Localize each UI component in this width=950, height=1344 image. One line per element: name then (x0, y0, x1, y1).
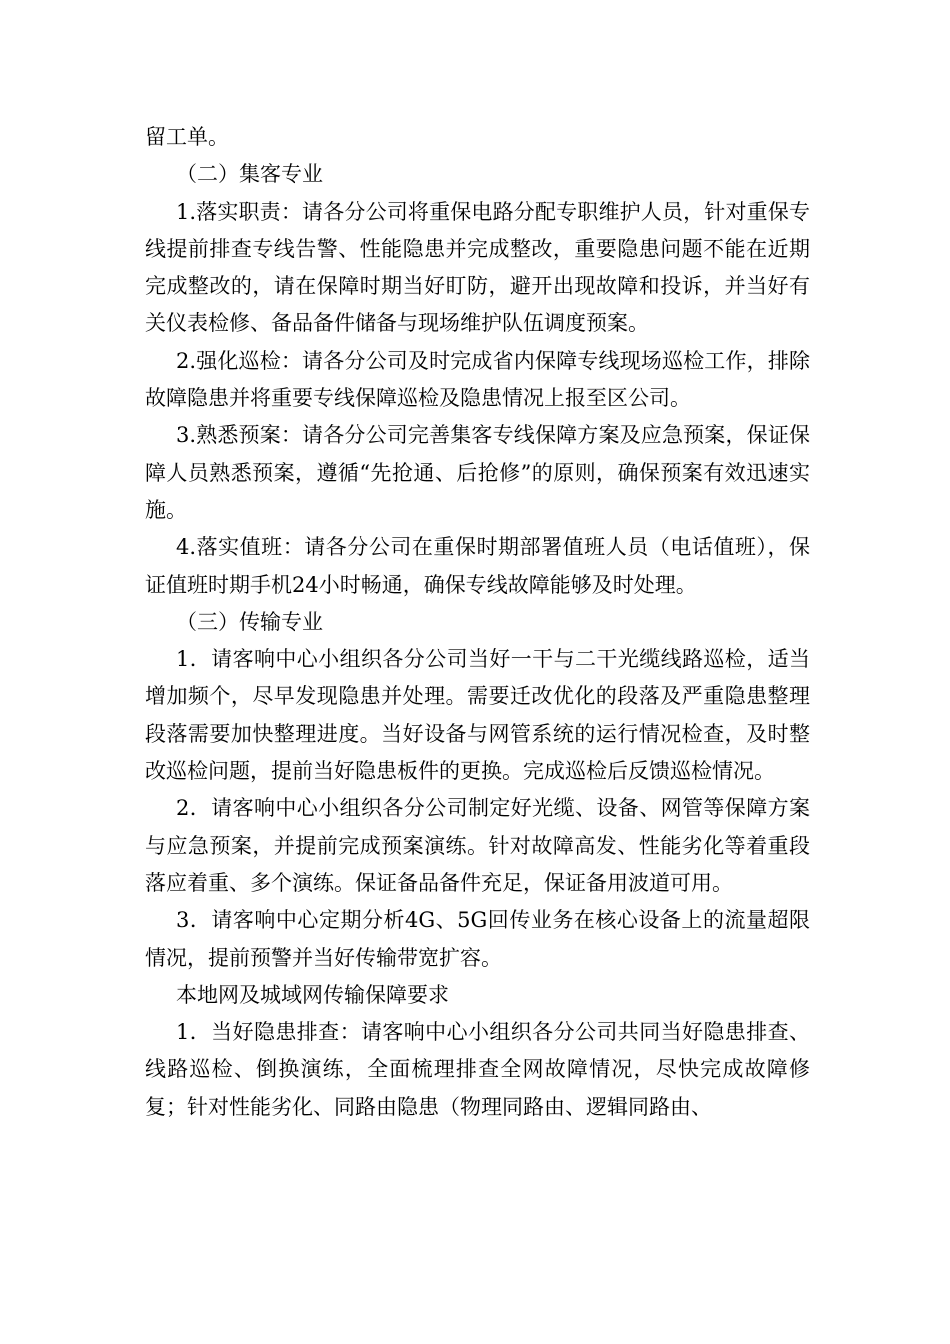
paragraph-jike-1: 1.落实职责：请各分公司将重保电路分配专职维护人员，针对重保专线提前排查专线告警、性能隐患并完成整改，重要隐患问题不能在近期完成整改的，请在保障时期当好盯防，避开出现故障和投诉，并当好有关仪表检修、备品备件储备与现场维护队伍调度预案。 (145, 199, 810, 336)
paragraph-transmission-1: 1．请客响中心小组织各分公司当好一干与二干光缆线路巡检，适当增加频个，尽早发现隐患并处理。需要迁改优化的段落及严重隐患整理段落需要加快整理进度。当好设备与网管系统的运行情况检查，及时整改巡检问题，提前当好隐患板件的更换。完成巡检后反馈巡检情况。 (145, 647, 810, 784)
section-heading-local-network: 本地网及城域网传输保障要求 (176, 982, 449, 1007)
paragraph-jike-3: 3.熟悉预案：请各分公司完善集客专线保障方案及应急预案，保证保障人员熟悉预案，遵循“先抢通、后抢修”的原则，确保预案有效迅速实施。 (145, 423, 810, 522)
paragraph-jike-4: 4.落实值班：请各分公司在重保时期部署值班人员（电话值班），保证值班时期手机24小时畅通，确保专线故障能够及时处理。 (145, 535, 810, 597)
paragraph-transmission-3: 3．请客响中心定期分析4G、5G回传业务在核心设备上的流量超限情况，提前预警并当好传输带宽扩容。 (145, 908, 810, 970)
paragraph-jike-2: 2.强化巡检：请各分公司及时完成省内保障专线现场巡检工作，排除故障隐患并将重要专线保障巡检及隐患情况上报至区公司。 (145, 348, 810, 411)
section-heading-jike: （二）集客专业 (176, 162, 323, 187)
section-heading-transmission: （三）传输专业 (176, 609, 323, 634)
paragraph-continuation: 留工单。 (145, 125, 229, 149)
paragraph-transmission-2: 2．请客响中心小组织各分公司制定好光缆、设备、网管等保障方案与应急预案，并提前完成预案演练。针对故障高发、性能劣化等着重段落应着重、多个演练。保证备品备件充足，保证备用波道可用。 (145, 796, 810, 895)
document-body (145, 119, 810, 1126)
paragraph-local-network-1: 1．当好隐患排查：请客响中心小组织各分公司共同当好隐患排查、线路巡检、倒换演练，全面梳理排查全网故障情况，尽快完成故障修复；针对性能劣化、同路由隐患（物理同路由、逻辑同路由、 (145, 1020, 810, 1119)
